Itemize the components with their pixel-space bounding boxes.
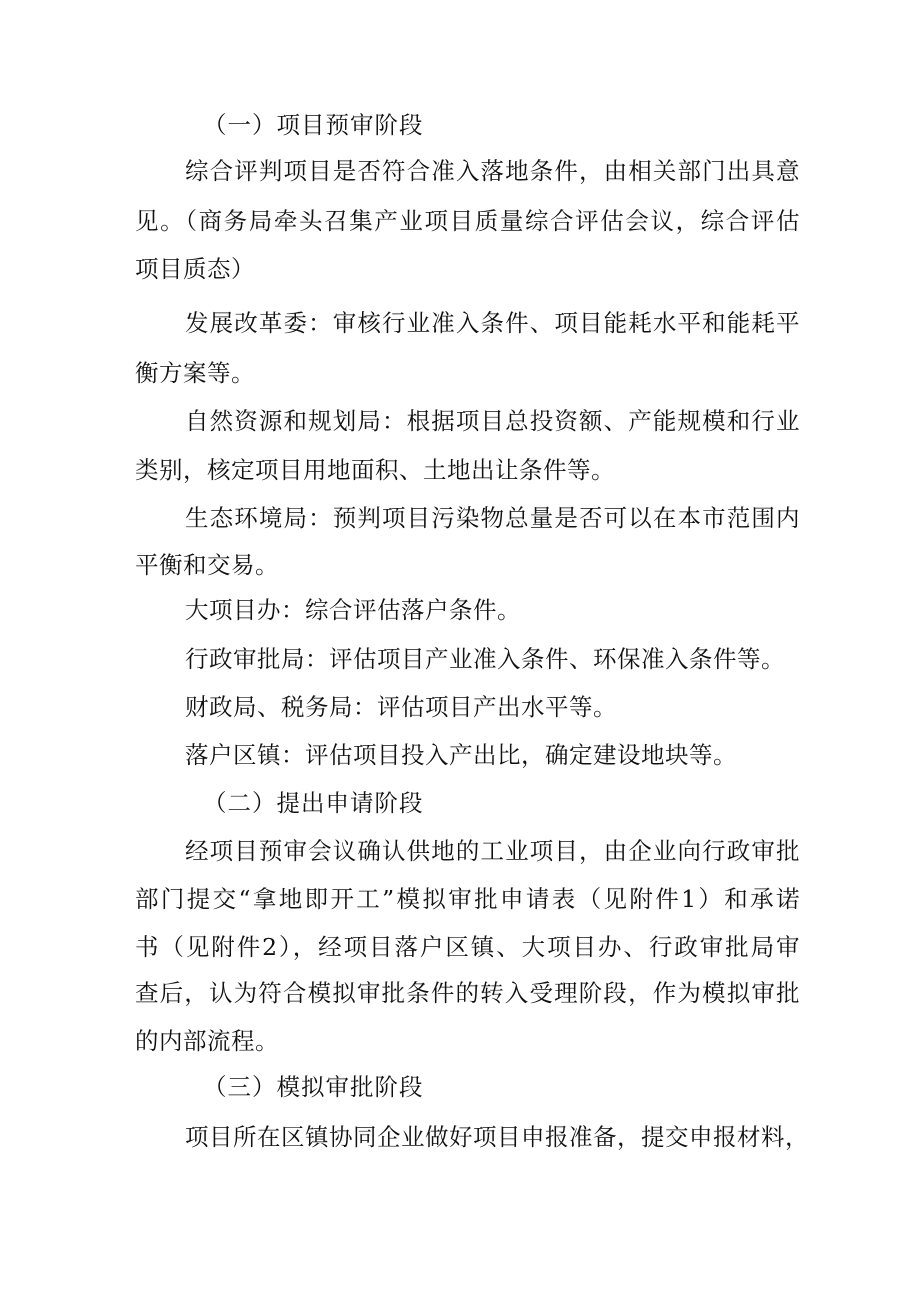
paragraph-line: 项目所在区镇协同企业做好项目申报准备，提交申报材料， [185,1123,809,1151]
paragraph-line: 自然资源和规划局：根据项目总投资额、产能规模和行业 [185,407,800,435]
paragraph-line: 落户区镇：评估项目投入产出比，确定建设地块等。 [185,741,737,769]
paragraph-line: 项目质态） [135,255,255,283]
paragraph-line: 类别，核定项目用地面积、土地出让条件等。 [135,456,615,484]
section-heading-2: （二）提出申请阶段 [203,789,424,817]
paragraph-line: 财政局、税务局：评估项目产出水平等。 [185,693,617,721]
paragraph-line: 查后，认为符合模拟审批条件的转入受理阶段，作为模拟审批 [135,979,800,1007]
paragraph-line: 书（见附件2），经项目落户区镇、大项目办、行政审批局审 [135,933,800,961]
paragraph-line: 综合评判项目是否符合准入落地条件，由相关部门出具意 [185,157,800,185]
section-heading-1: （一）项目预审阶段 [203,111,424,139]
paragraph-line: 生态环境局：预判项目污染物总量是否可以在本市范围内 [185,504,800,532]
paragraph-line: 见。（商务局牵头召集产业项目质量综合评估会议，综合评估 [135,207,800,235]
paragraph-line: 的内部流程。 [135,1027,279,1055]
paragraph-line: 经项目预审会议确认供地的工业项目，由企业向行政审批 [185,837,800,865]
paragraph-line: 平衡和交易。 [135,551,279,579]
paragraph-line: 大项目办：综合评估落户条件。 [185,596,521,624]
paragraph-line: 衡方案等。 [135,359,255,387]
paragraph-line: 行政审批局：评估项目产业准入条件、环保准入条件等。 [185,645,785,673]
paragraph-line: 发展改革委：审核行业准入条件、项目能耗水平和能耗平 [185,309,800,337]
paragraph-line: 部门提交“拿地即开工”模拟审批申请表（见附件1）和承诺 [135,885,800,913]
section-heading-3: （三）模拟审批阶段 [203,1073,424,1101]
